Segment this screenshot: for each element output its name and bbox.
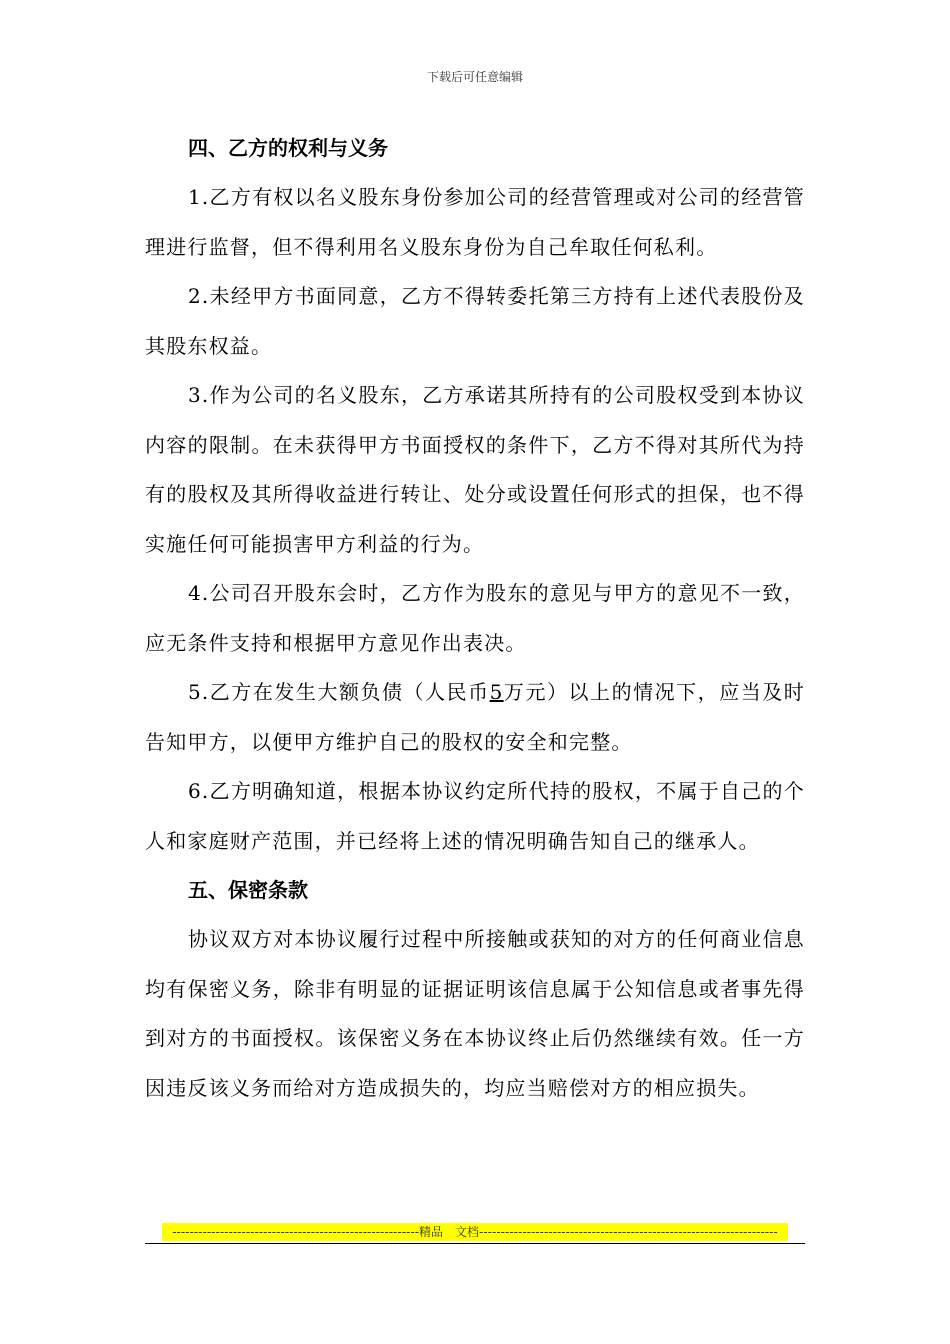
clause-5-amount: 5 bbox=[489, 680, 504, 704]
clause-4: 4.公司召开股东会时，乙方作为股东的意见与甲方的意见不一致，应无条件支持和根据甲方意见作出表决。 bbox=[145, 581, 805, 655]
section-heading-confidentiality: 五、保密条款 bbox=[188, 878, 308, 902]
confidentiality-clause: 协议双方对本协议履行过程中所接触或获知的对方的任何商业信息均有保密义务，除非有明显的证据证明该信息属于公知信息或者事先得到对方的书面授权。该保密义务在本协议终止后仍然继续有效。任一方因违反该义务而给对方造成损失的，均应当赔偿对方的相应损失。 bbox=[145, 927, 805, 1100]
clause-5-after: 万元）以上的情况下，应当及时告知甲方，以便甲方维护自己的股权的安全和完整。 bbox=[145, 680, 805, 754]
clause-5 bbox=[145, 668, 805, 767]
clause-1: 1.乙方有权以名义股东身份参加公司的经营管理或对公司的经营管理进行监督，但不得利用名义股东身份为自己牟取任何私利。 bbox=[145, 185, 805, 259]
footer-banner: ---------------------------------------------------------精品 文档--------------------------------------------------------------------- bbox=[162, 1223, 788, 1241]
page-header-note: 下载后可任意编辑 bbox=[426, 70, 523, 84]
clause-3: 3.作为公司的名义股东，乙方承诺其所持有的公司股权受到本协议内容的限制。在未获得甲方书面授权的条件下，乙方不得对其所代为持有的股权及其所得收益进行转让、处分或设置任何形式的担保，也不得实施任何可能损害甲方利益的行为。 bbox=[145, 383, 805, 556]
section-heading-rights: 四、乙方的权利与义务 bbox=[188, 136, 388, 160]
clause-2: 2.未经甲方书面同意，乙方不得转委托第三方持有上述代表股份及其股东权益。 bbox=[145, 284, 805, 358]
footer-divider bbox=[145, 1243, 805, 1244]
clause-6: 6.乙方明确知道，根据本协议约定所代持的股权，不属于自己的个人和家庭财产范围，并已经将上述的情况明确告知自己的继承人。 bbox=[145, 779, 805, 853]
document-body bbox=[145, 124, 805, 1113]
clause-5-before: 5.乙方在发生大额负债（人民币 bbox=[188, 680, 490, 704]
